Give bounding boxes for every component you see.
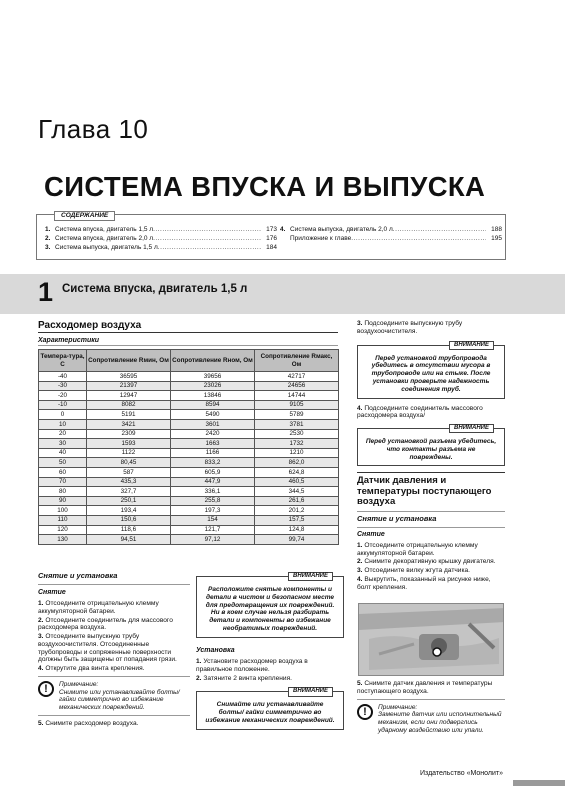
table-cell: 447,9 [171, 477, 255, 487]
table-row [39, 477, 339, 487]
warning-box [196, 688, 344, 729]
table-cell: 23026 [171, 381, 255, 391]
removal-label: Снятие [38, 588, 66, 596]
note-box [38, 681, 190, 712]
step-item: 2. Снимите декоративную крышку двигателя. [357, 558, 496, 566]
table-cell: 3781 [255, 419, 339, 429]
warning-box [196, 573, 344, 638]
warning-tag: ВНИМАНИЕ [288, 572, 333, 581]
toc-item[interactable]: Приложение к главе ..... 195 [280, 235, 502, 244]
table-cell: 40 [39, 448, 87, 458]
step-item: 3. Отсоедините выпускную трубу воздухоочистителя. Отсоединенные трубопроводы и сопряженные поверхности должны быть защищены от попадания грязи. [38, 633, 177, 664]
table-cell: 97,12 [171, 535, 255, 545]
warning-box [357, 425, 505, 466]
table-row [39, 400, 339, 410]
table-cell: 2530 [255, 429, 339, 439]
table-cell: 255,8 [171, 496, 255, 506]
note-text: Замените датчик или исполнительный механизм, если они подверглись ударному воздействию или упали. [378, 711, 502, 734]
table-cell: 42717 [255, 372, 339, 382]
footer-bar [513, 780, 565, 786]
warning-tag: ВНИМАНИЕ [449, 424, 494, 433]
step-item: 5. Снимите датчик давления и температуры поступающего воздуха. [357, 680, 493, 695]
step-item: 1. Отсоедините отрицательную клемму аккумуляторной батареи. [38, 600, 159, 615]
warning-box [357, 341, 505, 399]
table-cell: 20 [39, 429, 87, 439]
table-cell: 121,7 [171, 525, 255, 535]
section-title: Система впуска, двигатель 1,5 л [62, 283, 248, 295]
table-cell: 1593 [87, 439, 171, 449]
table-cell: 10 [39, 419, 87, 429]
chapter-label: Глава 10 [38, 114, 149, 144]
table-cell: 1210 [255, 448, 339, 458]
table-cell: 60 [39, 467, 87, 477]
table-cell: 24656 [255, 381, 339, 391]
warning-text: Снимайте или устанавливайте болты/ гайки симметрично во избежание механических повреждений. [205, 701, 335, 724]
table-cell: 336,1 [171, 487, 255, 497]
installation-label: Установка [196, 646, 235, 654]
table-cell: 99,74 [255, 535, 339, 545]
table-cell: 12947 [87, 391, 171, 401]
removal-installation-heading: Снятие и установка [38, 571, 118, 580]
right-column-bottom [357, 680, 505, 734]
step-item: 4. Открутите два винта крепления. [38, 665, 145, 673]
table-cell: 100 [39, 506, 87, 516]
toc-item[interactable]: 4. Система выпуска, двигатель 2,0 л ..... 188 [280, 226, 502, 235]
toc-item[interactable]: 2. Система впуска, двигатель 2,0 л ..... 176 [45, 235, 277, 244]
step-item: 1. Отсоедините отрицательную клемму аккумуляторной батареи. [357, 541, 478, 557]
table-cell: 2420 [171, 429, 255, 439]
heading-mass-air-flow: Расходомер воздуха [38, 320, 142, 331]
table-cell: 9105 [255, 400, 339, 410]
table-cell: 120 [39, 525, 87, 535]
table-row [39, 419, 339, 429]
publisher-footer: Издательство «Монолит» [419, 770, 503, 777]
table-cell: 460,5 [255, 477, 339, 487]
step-item: 4. Подсоедините соединитель массового расходомера воздуха/ [357, 404, 483, 420]
table-cell: 5490 [171, 410, 255, 420]
divider [357, 511, 505, 512]
table-header: Сопротивление Rном, Ом [171, 350, 255, 372]
table-cell: 605,9 [171, 467, 255, 477]
sensor-photo [358, 603, 504, 676]
table-cell: 1166 [171, 448, 255, 458]
table-cell: 39656 [171, 372, 255, 382]
table-cell: 197,3 [171, 506, 255, 516]
divider [357, 699, 505, 700]
step-item: 3. Отсоедините вилку жгута датчика. [357, 567, 470, 575]
table-cell: 21397 [87, 381, 171, 391]
engine-photo-illustration [359, 604, 504, 676]
table-row [39, 410, 339, 420]
table-cell: 587 [87, 467, 171, 477]
warning-text: Перед установкой трубопровода убедитесь в отсутствии мусора в трубопроводе или на стыке. После установки проверьте надежность соединения труб. [371, 354, 491, 393]
table-cell: 0 [39, 410, 87, 420]
table-cell: 70 [39, 477, 87, 487]
table-cell: 8082 [87, 400, 171, 410]
table-cell: 862,0 [255, 458, 339, 468]
table-row [39, 391, 339, 401]
heading-map-sensor: Датчик давления и температуры поступающего воздуха [357, 475, 492, 508]
table-cell: 124,8 [255, 525, 339, 535]
warning-text: Расположите снятые компоненты и детали в чистом и безопасном месте для предотвращения их повреждений. Ни в коем случае нельзя разбирать детали и компоненты во избежание необратимых повреждений. [205, 586, 335, 632]
toc-item[interactable]: 3. Система выпуска, двигатель 1,5 л ..... 184 [45, 244, 277, 253]
removal-label: Снятие [357, 530, 385, 538]
toc-left [45, 226, 277, 253]
table-cell: 80,45 [87, 458, 171, 468]
table-row [39, 506, 339, 516]
table-cell: 110 [39, 515, 87, 525]
divider [38, 584, 190, 585]
divider [38, 332, 338, 333]
table-cell: 201,2 [255, 506, 339, 516]
right-column [357, 320, 505, 592]
warning-tag: ВНИМАНИЕ [449, 341, 494, 350]
middle-column [196, 573, 344, 730]
step-item: 2. Затяните 2 винта крепления. [196, 674, 293, 682]
table-row [39, 515, 339, 525]
table-row [39, 439, 339, 449]
table-row [39, 429, 339, 439]
table-cell: 13846 [171, 391, 255, 401]
table-cell: 5789 [255, 410, 339, 420]
table-cell: 36595 [87, 372, 171, 382]
table-cell: 261,6 [255, 496, 339, 506]
divider [38, 715, 190, 716]
table-row [39, 448, 339, 458]
step-item: 4. Выкрутить, показанный на рисунке ниже, болт крепления. [357, 575, 491, 591]
table-cell: 157,5 [255, 515, 339, 525]
table-cell: 1732 [255, 439, 339, 449]
table-row [39, 535, 339, 545]
table-cell: 435,3 [87, 477, 171, 487]
warning-tag: ВНИМАНИЕ [288, 687, 333, 696]
table-cell: 118,6 [87, 525, 171, 535]
exclamation-icon: ! [357, 704, 373, 720]
divider [357, 472, 505, 473]
table-body [39, 372, 339, 545]
table-header: Темпера-тура, С [39, 350, 87, 372]
table-cell: 250,1 [87, 496, 171, 506]
table-cell: 80 [39, 487, 87, 497]
toc-label: СОДЕРЖАНИЕ [54, 211, 115, 221]
table-cell: -20 [39, 391, 87, 401]
table-cell: 130 [39, 535, 87, 545]
table-cell: 624,8 [255, 467, 339, 477]
note-title: Примечание: [378, 703, 418, 711]
table-cell: 14744 [255, 391, 339, 401]
toc-item[interactable]: 1. Система впуска, двигатель 1,5 л ..... 173 [45, 226, 277, 235]
note-text: Снимите или устанавливайте болты/ гайки симметрично во избежание механических повреждений. [59, 688, 180, 711]
toc-box [36, 214, 506, 260]
table-cell: 327,7 [87, 487, 171, 497]
table-cell: 3421 [87, 419, 171, 429]
table-cell: 833,2 [171, 458, 255, 468]
note-box [357, 704, 505, 735]
table-row [39, 381, 339, 391]
resistance-table [38, 349, 339, 545]
section-number: 1 [38, 277, 54, 307]
left-heading-block [38, 320, 190, 332]
chapter-title: СИСТЕМА ВПУСКА И ВЫПУСКА [44, 171, 486, 202]
exclamation-icon: ! [38, 681, 54, 697]
table-cell: 2309 [87, 429, 171, 439]
table-cell: 94,51 [87, 535, 171, 545]
removal-installation-heading: Снятие и установка [357, 513, 437, 523]
divider [38, 676, 190, 677]
step-item: 1. Установите расходомер воздуха в правильное положение. [196, 658, 308, 673]
table-cell: -40 [39, 372, 87, 382]
table-cell: 344,5 [255, 487, 339, 497]
table-header: Сопротивление Rмакс, Ом [255, 350, 339, 372]
table-cell: -10 [39, 400, 87, 410]
note-title: Примечание: [59, 680, 99, 688]
warning-text: Перед установкой разъема убедитесь, что контакты разъема не повреждены. [365, 438, 497, 461]
table-cell: 5191 [87, 410, 171, 420]
table-row [39, 525, 339, 535]
table-row [39, 487, 339, 497]
table-row [39, 496, 339, 506]
table-cell: 193,4 [87, 506, 171, 516]
table-header: Сопротивление Rмин, Ом [87, 350, 171, 372]
table-row [39, 372, 339, 382]
table-cell: 8594 [171, 400, 255, 410]
table-cell: 1122 [87, 448, 171, 458]
table-cell: 150,6 [87, 515, 171, 525]
table-cell: 50 [39, 458, 87, 468]
table-cell: -30 [39, 381, 87, 391]
step-item: 3. Подсоедините выпускную трубу воздухоочистителя. [357, 320, 463, 335]
left-procedure [38, 572, 190, 728]
table-cell: 30 [39, 439, 87, 449]
table-cell: 1663 [171, 439, 255, 449]
step-item: 2. Отсоедините соединитель для массового расходомера воздуха. [38, 616, 173, 632]
step-item: 5. Снимите расходомер воздуха. [38, 719, 139, 727]
toc-right [280, 226, 502, 244]
table-row [39, 467, 339, 477]
divider [38, 345, 338, 346]
table-cell: 154 [171, 515, 255, 525]
divider [357, 527, 505, 528]
table-row [39, 458, 339, 468]
table-cell: 90 [39, 496, 87, 506]
table-cell: 3601 [171, 419, 255, 429]
characteristics-label: Характеристики [38, 337, 100, 344]
